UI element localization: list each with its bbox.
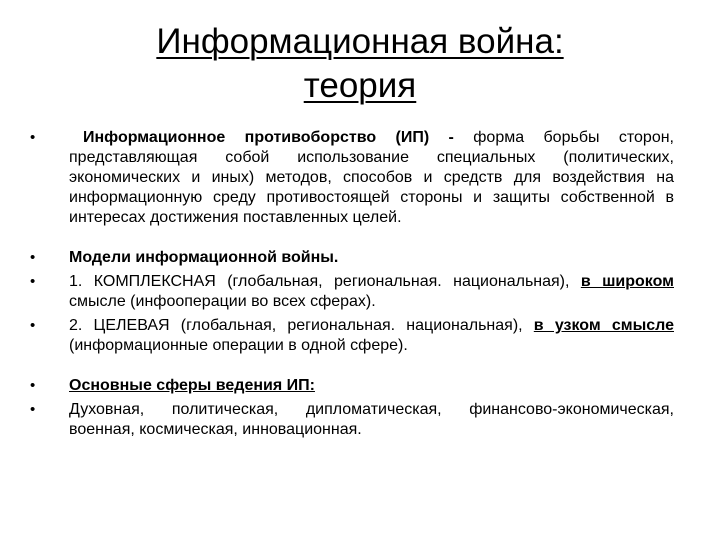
bullet-icon: • [30, 401, 36, 418]
bullet-list [30, 128, 674, 440]
complex-model-lead: 1. КОМПЛЕКСНАЯ (глобальная, региональная. национальная), [69, 273, 581, 290]
list-item-definition [30, 128, 674, 228]
bullet-icon: • [30, 273, 36, 290]
list-item-complex-model [30, 272, 674, 312]
slide-title [60, 20, 660, 108]
bullet-icon: • [30, 377, 36, 394]
complex-model-emphasis: в широком [580, 273, 674, 290]
targeted-model-emphasis: в узком смысле [533, 317, 674, 334]
bullet-icon: • [30, 249, 36, 266]
targeted-model-lead: 2. ЦЕЛЕВАЯ (глобальная, региональная. национальная), [69, 317, 534, 334]
models-heading: Модели информационной войны. [69, 249, 339, 266]
targeted-model-tail: (информационные операции в одной сфере). [69, 337, 408, 354]
list-item-targeted-model [30, 316, 674, 356]
complex-model-tail: смысле (инфооперации во всех сферах). [69, 293, 376, 310]
definition-body: форма борьбы сторон, представляющая собой использование специальных (политических, экономических и иных) методов, способов и средств для воздействия на информационную среду противостоящей стороны и защиты собственной в интересах достижения поставленных целей. [69, 129, 675, 226]
list-item-spheres [30, 400, 674, 440]
spheres-text: Духовная, политическая, дипломатическая, финансово-экономическая, военная, космическая, инновационная. [69, 401, 674, 438]
bullet-icon: • [30, 129, 36, 146]
definition-text [69, 128, 674, 228]
title-line-2: теория [303, 66, 417, 105]
targeted-model-text [69, 316, 674, 356]
definition-term: Информационное противоборство (ИП) - [83, 129, 454, 146]
spheres-heading: Основные сферы ведения ИП: [69, 377, 315, 394]
complex-model-text [69, 272, 674, 312]
title-line-1: Информационная война: [156, 22, 564, 61]
list-item-models [30, 248, 674, 268]
bullet-icon: • [30, 317, 36, 334]
list-item-spheres-heading [30, 376, 674, 396]
